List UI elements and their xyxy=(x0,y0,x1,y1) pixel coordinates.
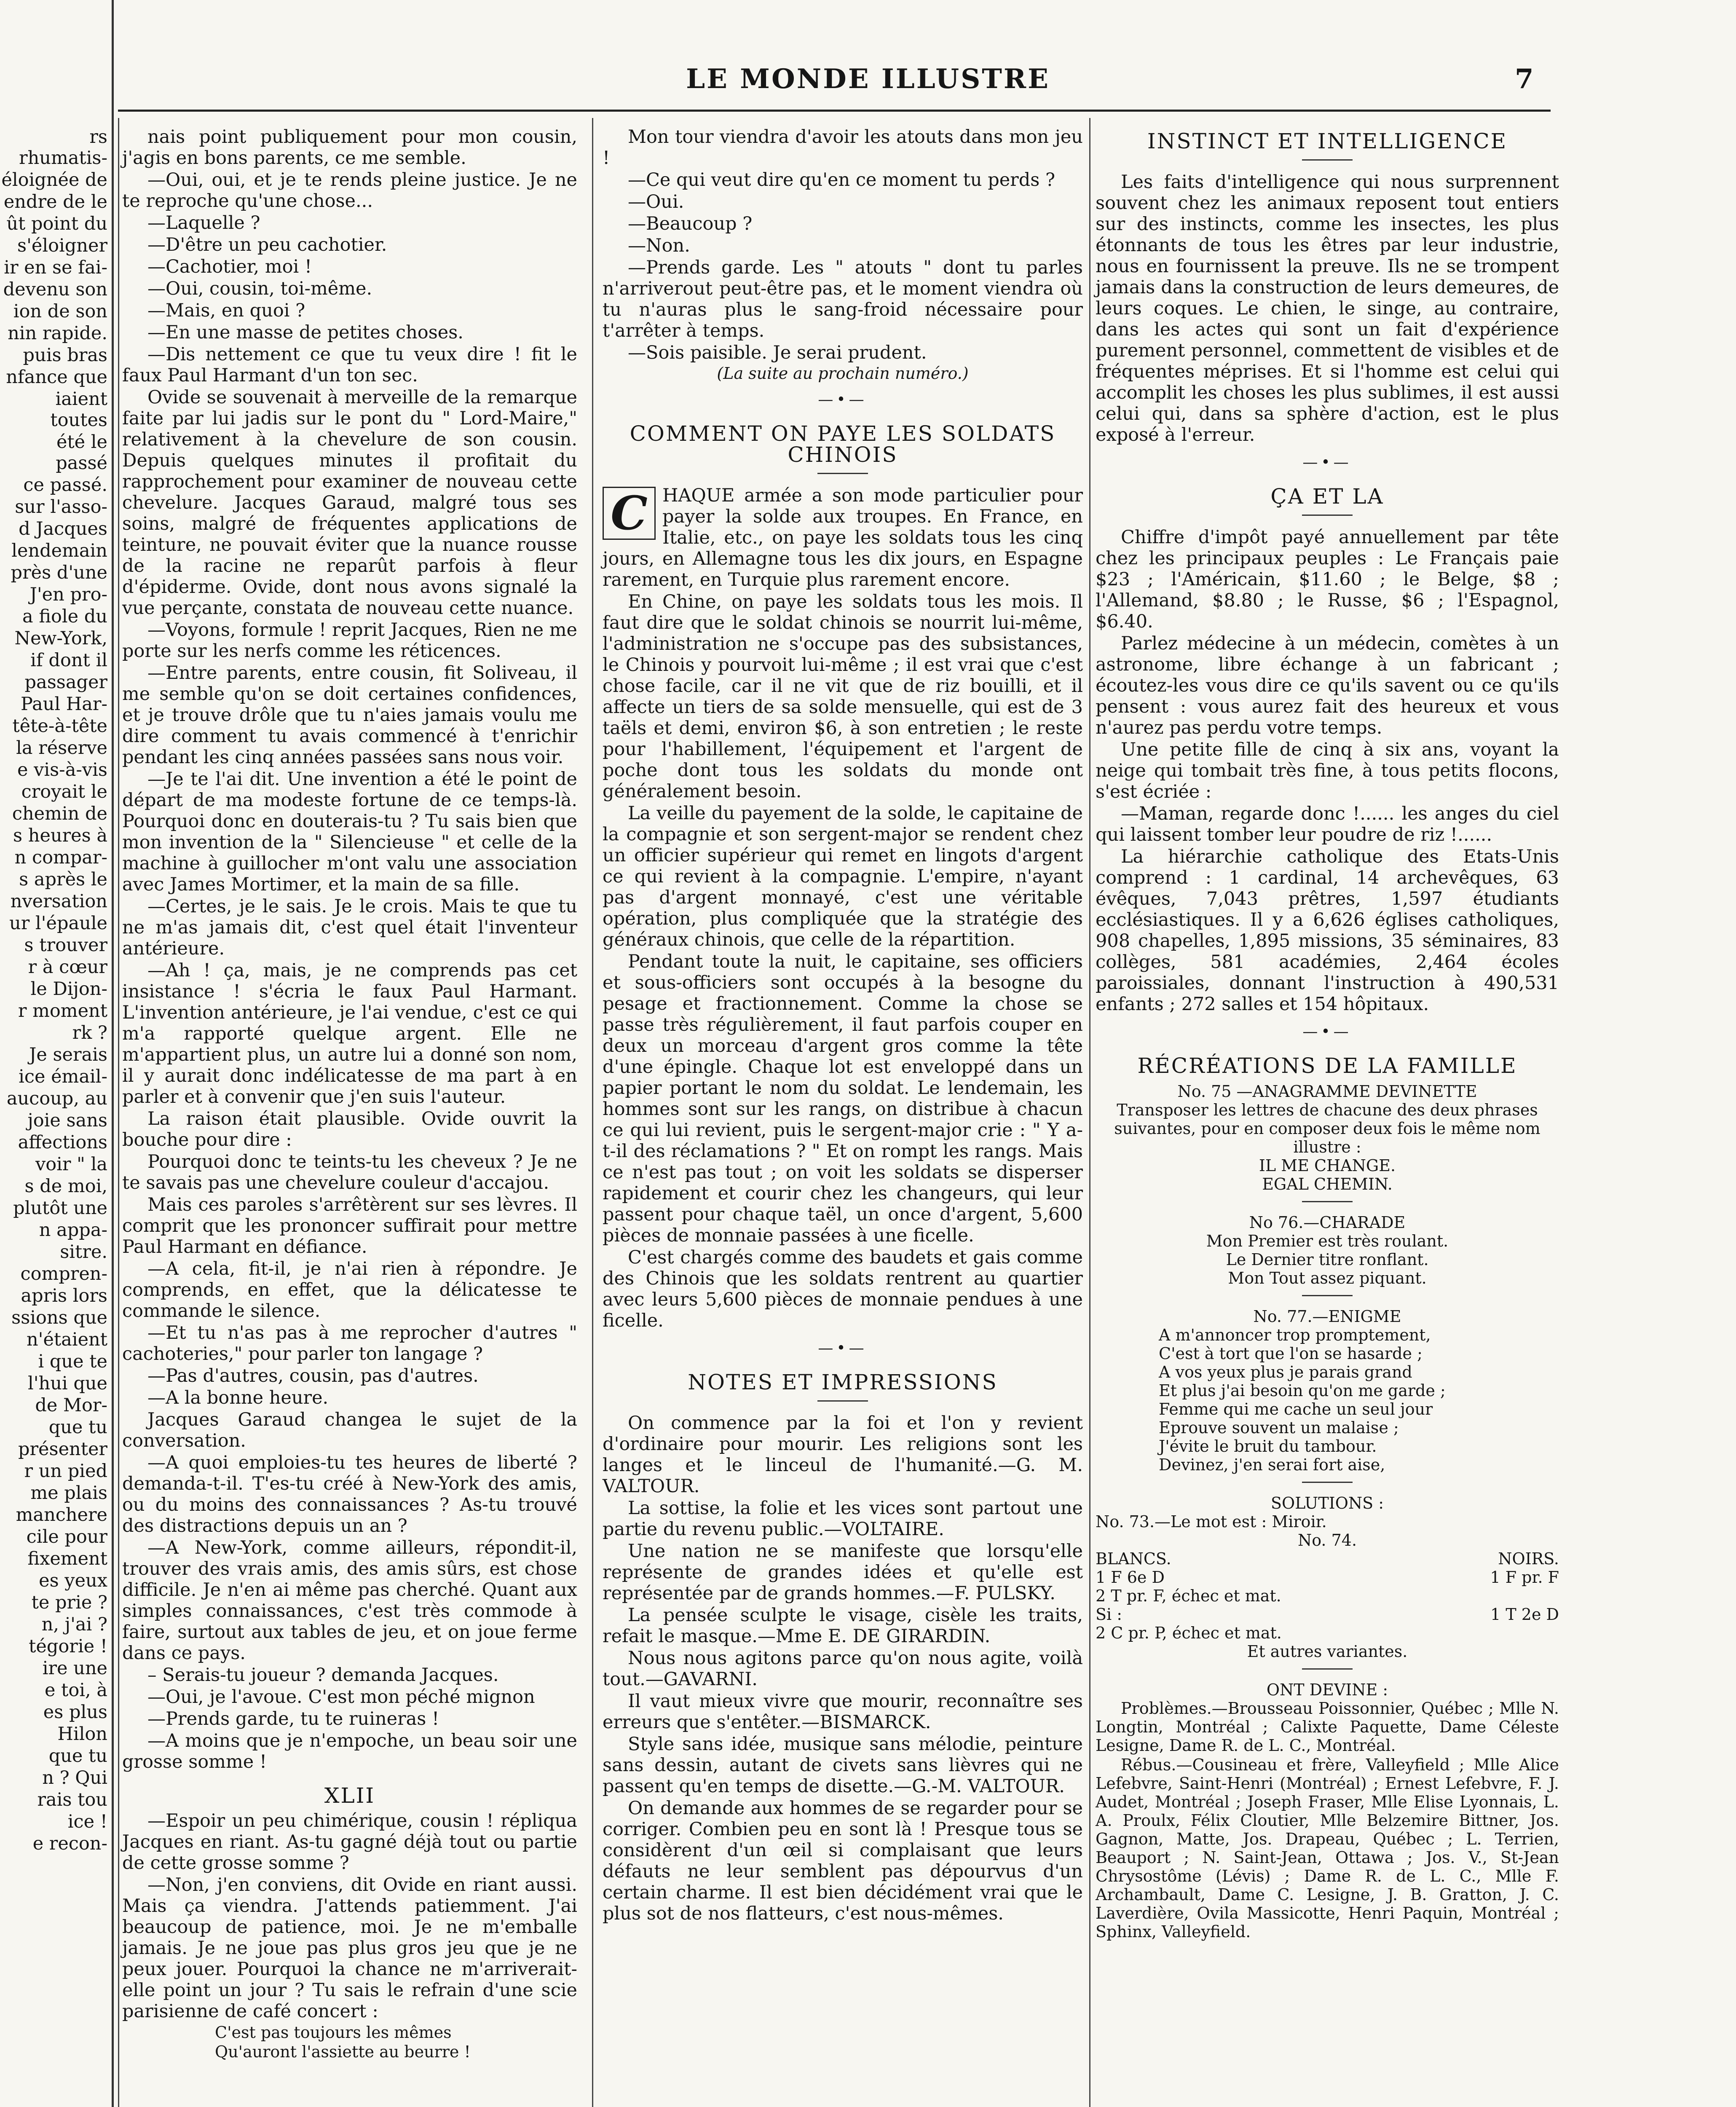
puzzle-line: Le Dernier titre ronflant. xyxy=(1226,1250,1429,1269)
paragraph: La hiérarchie catholique des Etats-Unis comprend : 1 cardinal, 14 archevêques, 63 évêques, 7,043 prêtres, 1,597 étudiants ecclésiastiques. Il y a 6,626 églises catholiques, 908 chapelles, 1,895 missions, 35 séminaires, 83 collèges, 581 académies, 2,464 écoles paroissiales, donnant l'instruction à 490,531 enfants ; 272 salles et 154 hôpitaux. xyxy=(1096,846,1559,1015)
cropped-line: ice ! xyxy=(67,1811,107,1832)
cropped-line: nfance que xyxy=(6,367,107,388)
cropped-line: que tu xyxy=(48,1745,107,1767)
paragraph: —A moins que je n'empoche, un beau soir une grosse somme ! xyxy=(122,1730,577,1772)
quote-paragraph: Nous nous agitons parce qu'on nous agite, voilà tout.—GAVARNI. xyxy=(603,1648,1083,1690)
cropped-line: s de moi, xyxy=(24,1176,107,1197)
paragraph: Parlez médecine à un médecin, comètes à un astronome, libre échange à un fabricant ; écoutez-les vous dire ce qu'ils savent ou ce qu'ils pensent : vous aurez fait des heureux et vous n'aurez pas perdu votre temps. xyxy=(1096,633,1559,738)
paragraph: —Oui, oui, et je te rends pleine justice. Je ne te reproche qu'une chose... xyxy=(122,169,577,212)
puzzle-76-lines xyxy=(1096,1232,1559,1287)
column-divider xyxy=(1089,118,1090,2107)
paragraph: La veille du payement de la solde, le capitaine de la compagnie et son sergent-major se rendent chez un officier supérieur qui remet en lingots d'argent ce qui revient à la compagnie. L'empire, n'ayant pas d'argent monnayé, c'est une véritable opération, plus compliquée que la stratégie des généraux chinois, que celle de la répartition. xyxy=(603,803,1083,950)
devine-paragraphs xyxy=(1096,1699,1559,1941)
puzzle-line: EGAL CHEMIN. xyxy=(1262,1175,1393,1193)
paragraph: —Pas d'autres, cousin, pas d'autres. xyxy=(147,1365,479,1386)
paragraph: —Et tu n'as pas à me reprocher d'autres " cachoteries," pour parler ton langage ? xyxy=(122,1322,577,1364)
cropped-line: ce passé. xyxy=(23,474,107,496)
paragraph: —Non, j'en conviens, dit Ovide en riant aussi. Mais ça viendra. J'attends patiemment. J'ai beaucoup de patience, moi. Je ne m'emballe jamais. Je ne joue pas plus gros jeu que je ne peux jouer. Pourquoi la chance ne m'arriverait-elle point un jour ? Tu sais le refrain d'une scie parisienne de café concert : xyxy=(122,1874,577,2022)
cropped-line: n appa- xyxy=(39,1220,107,1241)
quote-paragraph: La pensée sculpte le visage, cisèle les traits, refait le masque.—Mme E. DE GIRARDIN. xyxy=(603,1605,1083,1647)
cropped-line: a fiole du xyxy=(22,606,107,627)
cropped-line: me plais xyxy=(30,1482,107,1504)
page-number: 7 xyxy=(1515,63,1534,95)
column-divider xyxy=(118,118,119,2107)
cropped-line: n, j'ai ? xyxy=(41,1614,107,1635)
ornament-divider: —•— xyxy=(1302,1023,1352,1040)
blancs-move: 2 C pr. P, échec et mat. xyxy=(1096,1624,1282,1642)
cropped-line: la réserve xyxy=(16,737,107,759)
paragraph: —Oui, cousin, toi-même. xyxy=(147,278,372,299)
puzzle-line: Devinez, j'en serai fort aise, xyxy=(1159,1456,1385,1474)
to-be-continued: (La suite au prochain numéro.) xyxy=(717,364,969,383)
solution-variants: Et autres variantes. xyxy=(1247,1642,1408,1661)
cropped-line: ice émail- xyxy=(19,1066,107,1087)
section-title-recreations: RÉCRÉATIONS DE LA FAMILLE xyxy=(1137,1054,1517,1078)
cropped-line: voir " la xyxy=(35,1154,107,1175)
chapter-heading: XLII xyxy=(324,1783,375,1808)
puzzle-line: C'est à tort que l'on se hasarde ; xyxy=(1159,1344,1423,1363)
noirs-label: NOIRS. xyxy=(1498,1549,1559,1568)
puzzle-line: Eprouve souvent un malaise ; xyxy=(1159,1418,1399,1437)
cropped-line: s heures à xyxy=(13,825,107,846)
section-title-instinct: INSTINCT ET INTELLIGENCE xyxy=(1147,129,1508,153)
puzzle-line: Femme qui me cache un seul jour xyxy=(1159,1400,1433,1418)
blancs-move: 2 T pr. F, échec et mat. xyxy=(1096,1587,1281,1605)
devine-title: ONT DEVINE : xyxy=(1266,1681,1388,1699)
column-serial-story xyxy=(122,126,577,2061)
puzzle-76-title: No 76.—CHARADE xyxy=(1249,1213,1406,1232)
cropped-line: s après le xyxy=(19,869,107,890)
section-lead-paragraph xyxy=(603,485,1083,590)
drop-cap: C xyxy=(603,487,656,540)
paragraph: C'est chargés comme des baudets et gais comme des Chinois que les soldats rentrent au quartier avec leurs 5,600 pièces de monnaie pendues à une ficelle. xyxy=(603,1247,1083,1331)
cropped-line: r à cœur xyxy=(28,957,107,978)
puzzle-line: Mon Tout assez piquant. xyxy=(1228,1269,1427,1287)
cropped-line: affections xyxy=(18,1132,107,1153)
solver-list: Rébus.—Cousineau et frère, Valleyfield ; Mlle Alice Lefebvre, Saint-Henri (Montréal) ; Ernest Lefebvre, F. J. Audet, Montréal ; Joseph Fraser, Mlle Elise Lyonnais, L. A. Proulx, Félix Cloutier, Mlle Belzemire Bittner, Jos. Gagnon, Matte, Jos. Drapeau, Québec ; L. Terrien, Beauport ; N. Saint-Jean, Ottawa ; Jos. V., St-Jean Chrysostôme (Lévis) ; Dame R. de L. C., Mlle F. Archambault, Dame C. Lesigne, J. B. Gratton, J. C. Laverdière, Ovila Massicotte, Henri Paquin, Montréal ; Sphinx, Valleyfield. xyxy=(1096,1756,1559,1941)
solution-rows xyxy=(1096,1568,1559,1642)
paragraph: Pourquoi donc te teints-tu les cheveux ? Je ne te savais pas une chevelure couleur d'accajou. xyxy=(122,1151,577,1193)
paragraph: Mais ces paroles s'arrêtèrent sur ses lèvres. Il comprit que les prononcer suffirait pour mettre Paul Harmant en défiance. xyxy=(122,1194,577,1257)
cropped-line: J'en pro- xyxy=(29,584,107,605)
cropped-line: i que te xyxy=(38,1351,107,1372)
masthead: LE MONDE ILLUSTRE xyxy=(686,63,1050,95)
paragraph: —A la bonne heure. xyxy=(147,1387,329,1408)
solution-73: No. 73.—Le mot est : Miroir. xyxy=(1096,1512,1327,1531)
divider-rule xyxy=(1302,1482,1353,1483)
puzzle-line: IL ME CHANGE. xyxy=(1259,1156,1396,1175)
cropped-line: rais tou xyxy=(37,1789,107,1810)
paragraph: —Beaucoup ? xyxy=(628,213,753,234)
cropped-line: ssions que xyxy=(11,1307,107,1328)
cropped-line: es plus xyxy=(43,1702,107,1723)
cropped-line: lendemain xyxy=(11,540,107,561)
cropped-line: manchere xyxy=(16,1504,107,1525)
cropped-line: passager xyxy=(24,672,107,693)
title-rule xyxy=(1302,515,1353,516)
paragraph: Ovide se souvenait à merveille de la remarque faite par lui jadis sur le pont du " Lord-Maire," relativement à la chevelure de son cousin. Depuis quelques minutes il profitait du rapprochement pour examiner de nouveau cette chevelure. Jacques Garaud, malgré tous ses soins, malgré de fréquentes applications de teinture, ne pouvait éviter que la nuance rousse de la racine ne reparût parfois à fleur d'épiderme. Ovide, dont nous avons signalé la vue perçante, constata de nouveau cette nuance. xyxy=(122,387,577,619)
title-rule xyxy=(817,1400,868,1402)
paragraph: Pendant toute la nuit, le capitaine, ses officiers et sous-officiers sont occupés à la besogne du pesage et fractionnement. Comme la chose se passe très régulièrement, il faut parfois couper en deux un morceau d'argent gros comme la tête d'une épingle. Chaque lot est enveloppé dans un papier portant le nom du soldat. Le lendemain, les hommes sont sur les rangs, on distribue à chacun ce qui lui revient, puis le sergent-major crie : " Y a-t-il des réclamations ? " Et on rompt les rangs. Mais ce n'est pas tout ; on voit les soldats se disperser rapidement et courir chez les changeurs, qui leur passent pour chaque taël, un once d'argent, 5,600 pièces de monnaie passées à une ficelle. xyxy=(603,951,1083,1246)
quote-paragraph: Style sans idée, musique sans mélodie, peinture sans dessin, autant de civets sans lièvres qui ne passent qu'en temps de disette.—G.-M. VALTOUR. xyxy=(603,1734,1083,1797)
blancs-move: 1 F 6e D xyxy=(1096,1568,1165,1587)
paragraph: —Entre parents, entre cousin, fit Soliveau, il me semble qu'on se doit certaines confidences, et je trouve drôle que tu n'aies jamais voulu me dire comment tu avais commencé à t'enrichir pendant les cinq années passées sans nous voir. xyxy=(122,662,577,768)
blancs-label: BLANCS. xyxy=(1096,1549,1171,1568)
cropped-line: endre de le xyxy=(3,191,107,212)
cropped-line: e toi, à xyxy=(44,1680,107,1701)
puzzle-line: A vos yeux plus je parais grand xyxy=(1159,1363,1412,1381)
paragraph: —Laquelle ? xyxy=(147,212,260,233)
paragraph: —En une masse de petites choses. xyxy=(147,322,463,343)
cropped-line: nversation xyxy=(10,891,107,912)
puzzle-line: Mon Premier est très roulant. xyxy=(1206,1232,1449,1250)
quote-paragraph: On demande aux hommes de se regarder pour se corriger. Combien peu en sont là ! Presque tous se considèrent d'un œil si complaisant que leurs défauts ne leur semblent pas dépourvus d'un certain charme. Il est bien décidément vrai que le plus sot de nos flatteurs, c'est nous-mêmes. xyxy=(603,1798,1083,1924)
cropped-line: été le passé xyxy=(56,432,107,474)
paragraph: —D'être un peu cachotier. xyxy=(147,234,387,255)
cropped-line: Je serais xyxy=(29,1044,107,1065)
cropped-line: ur l'épaule xyxy=(9,913,107,934)
paragraph: —Mais, en quoi ? xyxy=(147,300,305,321)
solution-header-row xyxy=(1096,1549,1559,1568)
solutions-title: SOLUTIONS : xyxy=(1270,1494,1384,1512)
header-rule xyxy=(118,110,1551,112)
cropped-line: que tu xyxy=(48,1417,107,1438)
solution-row xyxy=(1096,1568,1559,1587)
noirs-move: 1 F pr. F xyxy=(1490,1568,1559,1587)
paragraph: Jacques Garaud changea le sujet de la conversation. xyxy=(122,1409,577,1451)
noirs-move: 1 T 2e D xyxy=(1490,1605,1559,1624)
column-right xyxy=(1096,126,1559,1942)
cropped-line: Hilon xyxy=(57,1724,107,1745)
cropped-line: ire une xyxy=(42,1658,107,1679)
cropped-line: s trouver xyxy=(24,935,107,956)
solution-row xyxy=(1096,1587,1559,1605)
cropped-line: près d'une xyxy=(11,562,107,583)
cropped-line: r moment xyxy=(18,1000,107,1021)
cropped-line: nin rapide. xyxy=(8,323,107,344)
paragraph: Une petite fille de cinq à six ans, voyant la neige qui tombait très fine, à tous petits flocons, s'est écriée : xyxy=(1096,739,1559,802)
page-edge-rule xyxy=(112,0,114,2107)
paragraph: —Non. xyxy=(628,235,690,256)
cropped-line: rk ? xyxy=(72,1022,107,1043)
quote-paragraph: Une nation ne se manifeste que lorsqu'elle représente de grandes idées et qu'elle est représentée par de grands hommes.—F. PULSKY. xyxy=(603,1541,1083,1604)
puzzle-75-title: No. 75 —ANAGRAMME DEVINETTE xyxy=(1177,1082,1477,1101)
paragraph: —Prends garde. Les " atouts " dont tu parles n'arriverout peut-être pas, et le moment viendra où tu n'auras plus le sang-froid nécessaire pour t'arrêter à temps. xyxy=(603,257,1083,341)
puzzle-75-text: Transposer les lettres de chacune des deux phrases suivantes, pour en composer deux fois le même nom illustre : xyxy=(1114,1101,1540,1156)
paragraph: —Certes, je le sais. Je le crois. Mais te que tu ne m'as jamais dit, c'est quel était l'inventeur antérieure. xyxy=(122,896,577,959)
solution-row xyxy=(1096,1605,1559,1624)
cropped-line: if dont il xyxy=(30,650,107,671)
quote-paragraph: On commence par la foi et l'on y revient d'ordinaire pour mourir. Les religions sont les langes et le linceul de l'humanité.—G. M. VALTOUR. xyxy=(603,1413,1083,1497)
cropped-line: présenter xyxy=(18,1439,107,1460)
puzzle-77-lines xyxy=(1096,1326,1559,1474)
cropped-line: ir en se fai- xyxy=(4,257,107,278)
cropped-column xyxy=(0,126,107,1855)
column-divider xyxy=(592,118,593,2107)
paragraph: —Je te l'ai dit. Une invention a été le point de départ de ma modeste fortune de ce temps-là. Pourquoi donc en douterais-tu ? Tu sais bien que mon invention de la " Silencieuse " et celle de la machine à guillocher m'ont valu une association avec James Mortimer, et la main de sa fille. xyxy=(122,769,577,895)
story-paragraphs-2 xyxy=(122,1810,577,2022)
cropped-line: plutôt une xyxy=(13,1198,107,1219)
paragraph: —Oui. xyxy=(628,191,684,212)
quote-paragraph: Il vaut mieux vivre que mourir, reconnaître ses erreurs que s'entêter.—BISMARCK. xyxy=(603,1691,1083,1733)
cropped-line: d Jacques xyxy=(19,518,107,539)
paragraph: —Sois paisible. Je serai prudent. xyxy=(628,342,927,363)
lead-text: HAQUE armée a son mode particulier pour payer la solde aux troupes. En France, en Italie, etc., on paye les soldats tous les cinq jours, en Allemagne tous les dix jours, en Espagne rarement, en Turquie plus rarement encore. xyxy=(603,485,1083,590)
cropped-line: cile pour xyxy=(26,1526,107,1547)
cropped-line: sitre. xyxy=(60,1241,107,1263)
cropped-line: es yeux xyxy=(39,1570,107,1591)
cropped-line: éloignée de xyxy=(1,169,107,190)
paragraph: —Espoir un peu chimérique, cousin ! répliqua Jacques en riant. As-tu gagné déjà tout ou partie de cette grosse somme ? xyxy=(122,1810,577,1874)
cropped-line: le Dijon- xyxy=(30,978,107,1000)
paragraph: En Chine, on paye les soldats tous les mois. Il faut dire que le soldat chinois se nourrit lui-même, l'administration ne s'occupe pas des subsistances, le Chinois y pourvoit lui-même ; il est vrai que c'est chose facile, car il ne vit que de riz bouilli, et il affecte un tiers de sa solde mensuelle, qui est de 3 taëls et demi, environ $6, à son entretien ; le reste pour l'habillement, l'équipement et l'argent de poche dont tous les soldats du monde ont généralement besoin. xyxy=(603,591,1083,802)
title-rule xyxy=(1302,159,1353,161)
cropped-line: fixement xyxy=(27,1548,107,1569)
cropped-line: tégorie ! xyxy=(29,1636,107,1657)
paragraph: nais point publiquement pour mon cousin, j'agis en bons parents, ce me semble. xyxy=(122,126,577,169)
cropped-line: n compar- xyxy=(14,847,107,868)
solution-row xyxy=(1096,1624,1559,1642)
story-continuation xyxy=(603,126,1083,363)
cropped-line: joie sans xyxy=(27,1110,107,1131)
paragraph: —Ce qui veut dire qu'en ce moment tu perds ? xyxy=(628,169,1056,190)
cropped-line: s'éloigner xyxy=(17,235,107,256)
cropped-line: de Mor- xyxy=(35,1395,107,1416)
cropped-line: devenu son xyxy=(3,279,107,300)
cropped-line: sur l'asso- xyxy=(15,496,107,517)
notes-paragraphs xyxy=(603,1413,1083,1924)
paragraph: – Serais-tu joueur ? demanda Jacques. xyxy=(147,1665,499,1686)
paragraph: Mon tour viendra d'avoir les atouts dans mon jeu ! xyxy=(603,126,1083,169)
cropped-line: New-York, xyxy=(14,628,107,649)
paragraph: La raison était plausible. Ovide ouvrit la bouche pour dire : xyxy=(122,1108,577,1150)
column-middle xyxy=(603,126,1083,1925)
puzzle-line: Et plus j'ai besoin qu'on me garde ; xyxy=(1159,1381,1446,1400)
cropped-line: te prie ? xyxy=(31,1592,107,1613)
paragraph: Chiffre d'impôt payé annuellement par tête chez les principaux peuples : Le Français paie $23 ; l'Américain, $11.60 ; le Belge, $8 ; l'Allemand, $8.80 ; le Russe, $6 ; l'Espagnol, $6.40. xyxy=(1096,527,1559,632)
paragraph: —Voyons, formule ! reprit Jacques, Rien ne me porte sur les nerfs comme les réticences. xyxy=(122,619,577,662)
puzzle-77-title: No. 77.—ENIGME xyxy=(1253,1307,1401,1326)
title-rule xyxy=(817,473,868,474)
cropped-line: rs rhumatis- xyxy=(19,126,107,169)
ornament-divider: —•— xyxy=(818,1340,868,1357)
puzzle-line: J'évite le bruit du tambour. xyxy=(1159,1437,1377,1456)
divider-rule xyxy=(1302,1201,1353,1202)
paragraph: —Ah ! ça, mais, je ne comprends pas cet insistance ! s'écria le faux Paul Harmant. L'invention antérieure, je l'ai vendue, c'est ce qui m'a rapporté quelque argent. Elle ne m'appartient plus, un autre lui a donné son nom, il y aurait donc indélicatesse de ma part à en parler et à convenir que j'en suis l'auteur. xyxy=(122,960,577,1107)
paragraph: —Cachotier, moi ! xyxy=(147,256,312,277)
puzzle-75-lines xyxy=(1096,1156,1559,1193)
paragraph: —Prends garde, tu te ruineras ! xyxy=(147,1708,439,1729)
paragraph: —A New-York, comme ailleurs, répondit-il, trouver des vrais amis, des amis sûrs, est chose difficile. Je n'en ai même pas cherché. Quant aux simples connaissances, c'est très commode à faire, surtout aux tables de jeu, et on joue ferme dans ce pays. xyxy=(122,1537,577,1664)
verse-line: Qu'auront l'assiette au beurre ! xyxy=(215,2043,471,2061)
ornament-divider: —•— xyxy=(818,391,868,408)
cropped-line: ût point du xyxy=(6,213,107,234)
cropped-line: ion de son xyxy=(13,301,107,322)
cropped-line: tête-à-tête xyxy=(12,716,107,737)
instinct-paragraph: Les faits d'intelligence qui nous surprennent souvent chez les animaux reposent tout entiers sur des instincts, comme les insectes, les plus étonnants de tous les êtres par leur industrie, nous en fournissent la preuve. Ils ne se trompent jamais dans la construction de leurs demeures, de leurs coques. Le chien, le singe, au contraire, dans les actes qui sont un fait d'expérience purement personnel, commettent de visibles et de fréquentes méprises. Et si l'homme est celui qui accomplit les choses les plus sublimes, il est aussi celui qui, dans sa sphère d'action, est le plus exposé à l'erreur. xyxy=(1096,172,1559,445)
cropped-line: croyait le xyxy=(21,781,107,802)
solution-74-title: No. 74. xyxy=(1297,1531,1357,1549)
cropped-line: chemin de xyxy=(12,803,107,824)
puzzle-line: A m'annoncer trop promptement, xyxy=(1159,1326,1431,1344)
cropped-line: Paul Har- xyxy=(21,694,107,715)
section-title-soldats: COMMENT ON PAYE LES SOLDATS CHINOIS xyxy=(630,421,1056,467)
blancs-move: Si : xyxy=(1096,1605,1123,1624)
verse-line: C'est pas toujours les mêmes xyxy=(215,2023,452,2042)
story-paragraphs xyxy=(122,126,577,1772)
song-verse xyxy=(122,2023,577,2061)
paragraph: —Maman, regarde donc !...... les anges du ciel qui laissent tomber leur poudre de riz !...... xyxy=(1096,803,1559,845)
cropped-line: l'hui que xyxy=(27,1373,107,1394)
cropped-line: puis bras xyxy=(23,345,107,366)
solver-list: Problèmes.—Brousseau Poissonnier, Québec ; Mlle N. Longtin, Montréal ; Calixte Paquette, Dame Céleste Lesigne, Dame R. de L. C., Montréal. xyxy=(1096,1699,1559,1755)
cropped-line: e vis-à-vis xyxy=(17,759,107,780)
paragraph: —Dis nettement ce que tu veux dire ! fit le faux Paul Harmant d'un ton sec. xyxy=(122,344,577,386)
divider-rule xyxy=(1302,1668,1353,1670)
cropped-line: compren- xyxy=(20,1263,107,1284)
section-title-ca-et-la: ÇA ET LA xyxy=(1270,484,1384,509)
paragraph: —A quoi emploies-tu tes heures de liberté ? demanda-t-il. T'es-tu créé à New-York des amis, ou du moins des connaissances ? As-tu trouvé des distractions depuis un an ? xyxy=(122,1452,577,1536)
quote-paragraph: La sottise, la folie et les vices sont partout une partie du revenu public.—VOLTAIRE. xyxy=(603,1498,1083,1540)
section-title-notes: NOTES ET IMPRESSIONS xyxy=(688,1370,998,1394)
cropped-line: r un pied xyxy=(24,1461,107,1482)
divider-rule xyxy=(1302,1295,1353,1296)
paragraph: —Oui, je l'avoue. C'est mon péché mignon xyxy=(147,1686,535,1708)
cropped-line: aucoup, au xyxy=(6,1088,107,1109)
cropped-line: apris lors xyxy=(21,1285,107,1306)
soldats-paragraphs xyxy=(603,591,1083,1331)
cropped-line: n'étaient xyxy=(26,1329,107,1350)
cropped-line: e recon- xyxy=(32,1833,107,1854)
ca-et-la-paragraphs xyxy=(1096,527,1559,1015)
cropped-line: n ? Qui xyxy=(42,1767,107,1788)
paragraph: —A cela, fit-il, je n'ai rien à répondre. Je comprends, en effet, que la délicatesse te commande le silence. xyxy=(122,1258,577,1322)
cropped-line: iaient toutes xyxy=(50,389,107,431)
ornament-divider: —•— xyxy=(1302,454,1352,471)
